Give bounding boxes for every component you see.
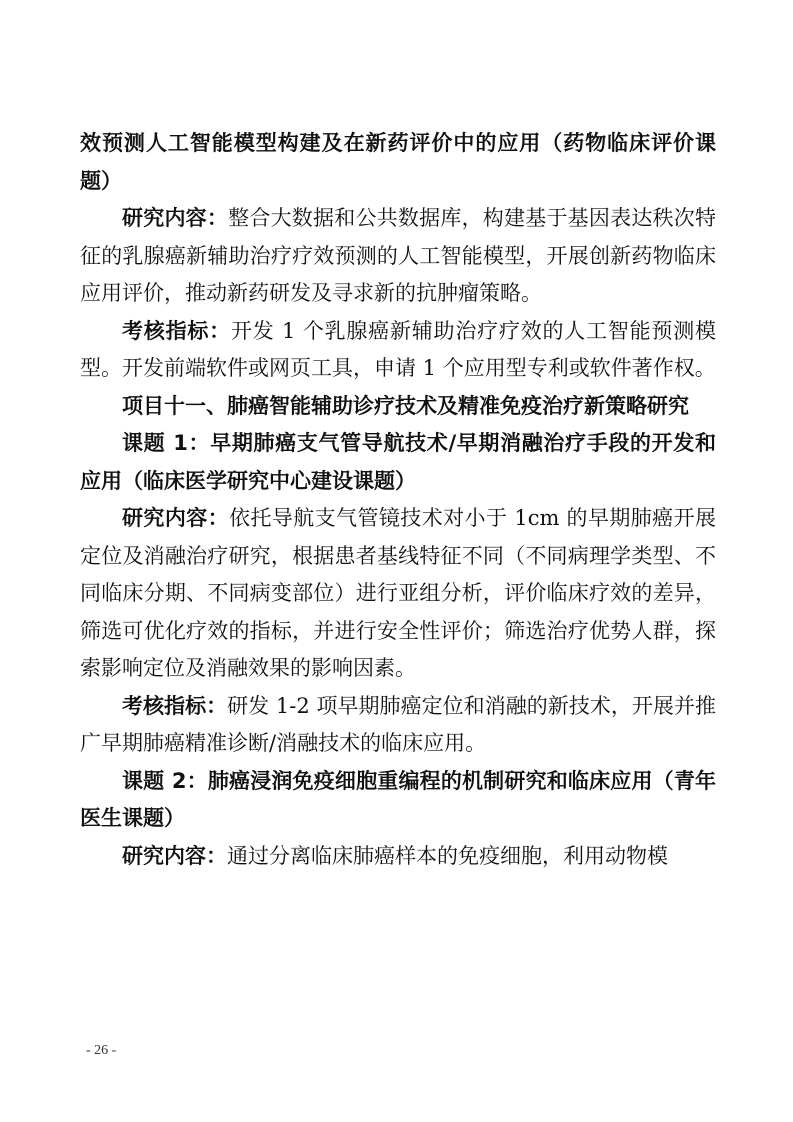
research-content-text: 依托导航支气管镜技术对小于 1cm 的早期肺癌开展定位及消融治疗研究，根据患者基线特征不同（不同病理学类型、不同临床分期、不同病变部位）进行亚组分析，评价临床疗效的差异，筛选可优化疗效的指标，并进行安全性评价；筛选治疗优势人群，探索影响定位及消融效果的影响因素。 [80,506,716,680]
topic-1-research-content [80,500,716,688]
topic-2-title: 课题 2：肺癌浸润免疫细胞重编程的机制研究和临床应用（青年医生课题） [80,768,716,830]
project-title-continuation: 效预测人工智能模型构建及在新药评价中的应用（药物临床评价课题） [80,131,716,193]
assessment-text: 研发 1-2 项早期肺癌定位和消融的新技术，开展并推广早期肺癌精准诊断/消融技术的临床应用。 [80,693,716,755]
page-number: - 26 - [86,1043,117,1058]
research-content-label: 研究内容： [122,506,230,530]
project-eleven-title: 项目十一、肺癌智能辅助诊疗技术及精准免疫治疗新策略研究 [122,393,689,418]
research-content-label: 研究内容： [122,843,227,868]
research-content-text: 整合大数据和公共数据库，构建基于基因表达秩次特征的乳腺癌新辅助治疗疗效预测的人工智能模型，开展创新药物临床应用评价，推动新药研发及寻求新的抗肿瘤策略。 [80,206,717,305]
document-body [80,125,716,875]
research-content-paragraph [80,200,716,313]
assessment-paragraph [80,313,716,388]
assessment-text: 开发 1 个乳腺癌新辅助治疗疗效的人工智能预测模型。开发前端软件或网页工具，申请 1 个应用型专利或软件著作权。 [80,318,717,380]
assessment-label: 考核指标： [122,318,231,343]
topic-1-title: 课题 1：早期肺癌支气管导航技术/早期消融治疗手段的开发和应用（临床医学研究中心建设课题） [80,431,716,493]
topic-1-assessment [80,688,716,763]
research-content-label: 研究内容： [122,206,229,230]
research-content-text: 通过分离临床肺癌样本的免疫细胞，利用动物模 [227,843,668,868]
assessment-label: 考核指标： [122,693,228,718]
topic-2-research-content [80,838,716,876]
